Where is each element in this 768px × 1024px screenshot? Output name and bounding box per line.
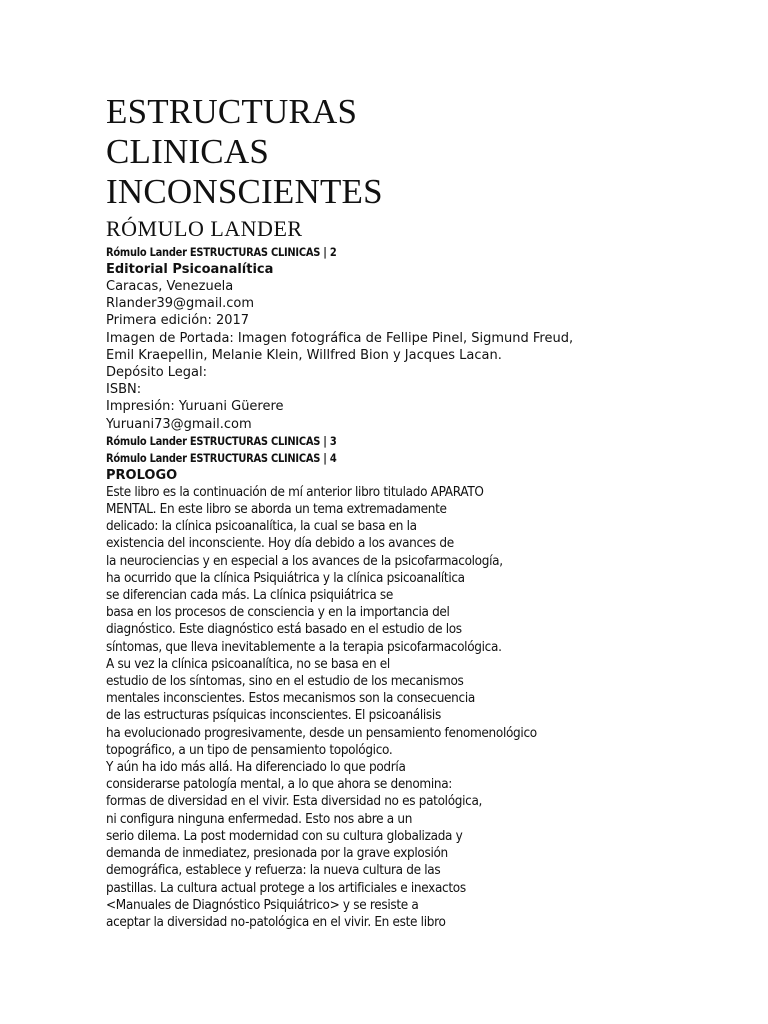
prologue-line: basa en los procesos de consciencia y en la importancia del [106,605,450,621]
running-head: Rómulo Lander ESTRUCTURAS CLINICAS | 2 [106,245,337,259]
publication-info-line: Caracas, Venezuela [106,279,234,294]
prologue-line: MENTAL. En este libro se aborda un tema extremadamente [106,502,447,518]
prologue-line: existencia del inconsciente. Hoy día debido a los avances de [106,536,454,552]
prologue-line: aceptar la diversidad no-patológica en el vivir. En este libro [106,914,446,930]
prologue-line: pastillas. La cultura actual protege a los artificiales e inexactos [106,880,466,896]
publication-info-line: Yuruani73@gmail.com [106,416,252,432]
publication-info-line: Rlander39@gmail.com [106,296,254,312]
publication-info-line: ISBN: [106,382,142,398]
prologue-line: síntomas, que lleva inevitablemente a la terapia psicofarmacológica. [106,639,502,655]
document-page [106,92,746,931]
book-title-line: INCONSCIENTES [106,172,383,211]
prologue-line: serio dilema. La post modernidad con su cultura globalizada y [106,828,463,844]
prologue-line: delicado: la clínica psicoanalítica, la cual se basa en la [106,519,417,535]
book-title [106,92,746,212]
prologue-line: diagnóstico. Este diagnóstico está basado en el estudio de los [106,622,462,638]
publication-info [106,278,746,433]
running-head: Rómulo Lander ESTRUCTURAS CLINICAS | 4 [106,450,337,465]
prologue-heading: PROLOGO [106,467,178,483]
prologue-line: estudio de los síntomas, sino en el estudio de los mecanismos [106,674,464,690]
prologue-line: demográfica, establece y refuerza: la nueva cultura de las [106,863,441,879]
prologue-line: ha evolucionado progresivamente, desde un pensamiento fenomenológico [106,725,537,741]
book-title-line: ESTRUCTURAS [106,92,358,131]
publication-info-line: Depósito Legal: [106,365,208,381]
publisher-name: Editorial Psicoanalítica [106,262,274,277]
prologue-line: considerarse patología mental, a lo que ahora se denomina: [106,777,453,793]
publication-info-line: Emil Kraepellin, Melanie Klein, Willfred Bion y Jacques Lacan. [106,347,502,363]
running-head: Rómulo Lander ESTRUCTURAS CLINICAS | 3 [106,433,337,448]
prologue-line: ni configura ninguna enfermedad. Esto nos abre a un [106,811,413,827]
prologue-line: ha ocurrido que la clínica Psiquiátrica y la clínica psicoanalítica [106,570,465,586]
prologue-line: formas de diversidad en el vivir. Esta diversidad no es patológica, [106,794,483,810]
author-name: RÓMULO LANDER [106,216,303,241]
publication-info-line: Impresión: Yuruani Güerere [106,399,284,415]
publication-info-line: Imagen de Portada: Imagen fotográfica de Fellipe Pinel, Sigmund Freud, [106,330,574,346]
book-title-line: CLINICAS [106,132,269,171]
prologue-line: mentales inconscientes. Estos mecanismos son la consecuencia [106,691,475,707]
prologue-line: topográfico, a un tipo de pensamiento topológico. [106,742,393,758]
prologue-line: A su vez la clínica psicoanalítica, no se basa en el [106,656,390,672]
prologue-line: <Manuales de Diagnóstico Psiquiátrico> y se resiste a [106,897,419,913]
prologue-line: Y aún ha ido más allá. Ha diferenciado lo que podría [106,760,406,776]
publication-info-line: Primera edición: 2017 [106,313,250,329]
prologue-line: Este libro es la continuación de mí anterior libro titulado APARATO [106,484,484,500]
prologue-line: la neurociencias y en especial a los avances de la psicofarmacología, [106,553,503,569]
prologue-line: demanda de inmediatez, presionada por la grave explosión [106,846,448,862]
prologue-line: de las estructuras psíquicas inconscientes. El psicoanálisis [106,708,441,724]
prologue-line: se diferencian cada más. La clínica psiquiátrica se [106,588,394,604]
prologue-body [106,484,746,931]
